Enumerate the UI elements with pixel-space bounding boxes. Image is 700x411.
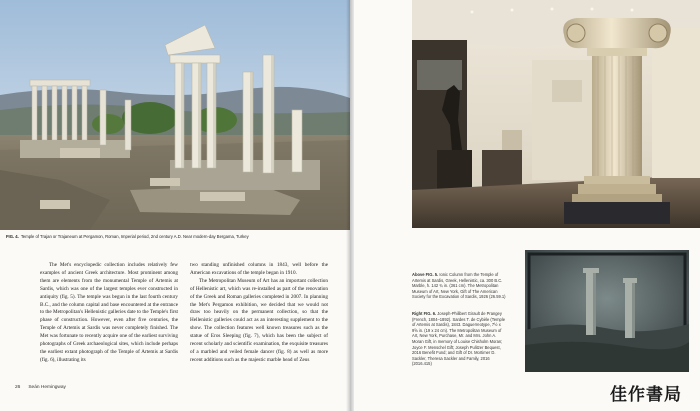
caption-fig5-label: Above FIG. 5. xyxy=(412,272,439,277)
temple-of-trajan-photo xyxy=(0,0,350,230)
page-number: 26 xyxy=(15,385,21,390)
caption-fig-number: FIG. 4. xyxy=(6,234,19,239)
caption-fig5-text: Ionic Column from the Temple of Artemis at Sardis, Greek, Hellenistic, ca. 300 B.C. Marble, h. 142 ¾ in. (361 cm). The Metropolitan Museum of Art, New York, Gift of The American Society for the Excavation of Sardis, 1926 (26.59.1) xyxy=(412,272,506,300)
author-name: Seán Hemingway xyxy=(28,385,66,390)
body-paragraph: The Metropolitan Museum of Art has an important collection of Hellenistic art, which was re-installed as part of the renovation of the Greek and Roman galleries completed in 2007. In planning the Met's Pergamon exhibition, we decided that we would not draw too heavily on the permanent collection, so that the Hellenistic galleries could act as an interesting supplement to the show. The collection features well known treasures such as the statue of Eros Sleeping (fig. 7), which has been the subject of recent scholarly and scientific examination, the exquisite treasures of a marbled and veiled female dancer (fig. 8) as well as more recent additions such as the majestic marble head of Zeus xyxy=(190,277,328,363)
watermark-text: 佳作書局 xyxy=(610,385,682,405)
hellenistic-gallery-photo xyxy=(412,0,700,228)
photo-caption-fig4 xyxy=(6,234,346,239)
caption-fig6 xyxy=(412,311,507,367)
caption-fig5 xyxy=(412,272,507,300)
book-gutter xyxy=(346,0,354,411)
daguerreotype-sardis-photo xyxy=(525,250,689,372)
caption-fig6-label: Right FIG. 6. xyxy=(412,311,437,316)
caption-fig6-text: Joseph-Philibert Girault de Prangey (French, 1804–1892). Sardes T. de Cybèle (Temple of Artemis at Sardis), 1843. Daguerreotype, 7½ x 9⅝ in. (19 x 24 cm). The Metropolitan Museum of Art, New York, Purchase, Mr. and Mrs. John A. Moran Gift, in memory of Louise Chisholm Moran; Joyce F. Menschel Gift; Joseph Pulitzer Bequest, 2016 Benefit Fund; and Gift of Dr. Mortimer D. Sackler, Theresa Sackler and Family, 2016 (2016.415) xyxy=(412,311,505,367)
caption-fig-text: Temple of Trajan or Trajaneum at Pergamon, Roman, Imperial period, 2nd century A.D. Near modern-day Bergama, Turkey xyxy=(20,234,249,239)
page-folio xyxy=(15,385,74,390)
body-paragraph: two standing unfinished columns in 1843, well before the American excavations of the temple began in 1910. xyxy=(190,262,328,276)
body-column-right xyxy=(190,262,328,365)
body-paragraph: The Met's encyclopedic collection includes relatively few examples of ancient Greek architecture. Most prominent among them are elements from the monumental Temple of Artemis at Sardis, which was one of the largest temples ever constructed in antiquity (fig. 5). The temple was begun in the last fourth century B.C., and the column capital and base encountered at the entrance to the Metropolitan's Hellenistic galleries date to the Temple's first phase of construction. However, even after five centuries, the Temple of Artemis at Sardis was never completely finished. The Met was fortunate to recently acquire one of the earliest surviving photographs of Greek archaeological sites, which include perhaps the earliest extant photograph of the Temple of Artemis at Sardis (fig. 6), illustrating its xyxy=(40,262,178,363)
body-column-left xyxy=(40,262,178,365)
